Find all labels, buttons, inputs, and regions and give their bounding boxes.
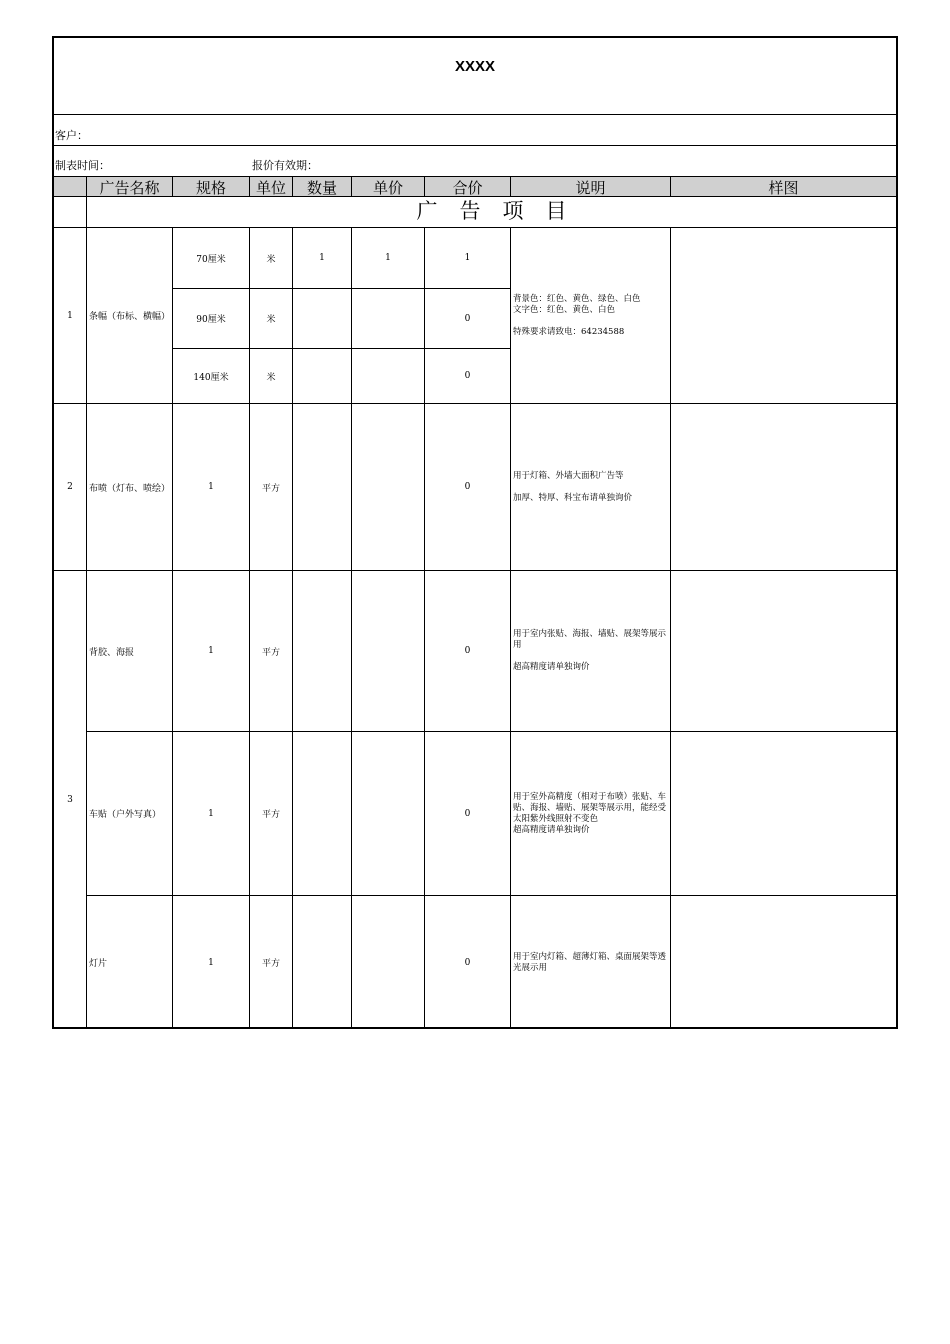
item-description: 用于灯箱、外墙大面积广告等 加厚、特厚、科宝布请单独询价 <box>513 470 633 503</box>
sample-image-cell <box>671 571 896 731</box>
item-description: 用于室外高精度（相对于布喷）张贴、车贴、海报、墙贴、展架等展示用，能经受太阳紫外线照射不变色 超高精度请单独询价 <box>513 791 667 835</box>
section-title: 广告项目 <box>416 199 589 223</box>
rule-customer-bottom <box>54 145 896 146</box>
item-qty <box>293 732 351 895</box>
item-total: 0 <box>464 371 471 381</box>
item-unit: 平方 <box>261 810 280 820</box>
sample-image-cell <box>671 732 896 895</box>
item-total: 1 <box>464 253 471 263</box>
item-qty <box>293 404 351 570</box>
item-total: 0 <box>464 808 471 819</box>
item-spec: 1 <box>208 957 214 968</box>
col-header-sample: 样图 <box>768 179 799 196</box>
quotation-sheet <box>52 36 898 1029</box>
item-qty <box>293 349 351 403</box>
col-header-qty: 数量 <box>306 179 337 196</box>
item-spec: 1 <box>208 482 214 492</box>
row-number: 1 <box>67 310 73 321</box>
item-description: 用于室内灯箱、超薄灯箱、桌面展架等透光展示用 <box>513 951 667 973</box>
item-name: 背胶、海报 <box>89 647 135 658</box>
item-qty: 1 <box>319 253 325 263</box>
item-spec: 140厘米 <box>193 372 229 383</box>
customer-label: 客户： <box>55 129 88 142</box>
item-description: 用于室内张贴、海报、墙贴、展架等展示用 超高精度请单独询价 <box>513 629 667 672</box>
item-qty <box>293 571 351 731</box>
col-header-price: 单价 <box>372 179 403 196</box>
item-name: 条幅（布标、横幅） <box>89 312 171 322</box>
col-header-unit: 单位 <box>255 179 286 196</box>
item-price <box>352 349 424 403</box>
col-header-spec: 规格 <box>195 179 226 196</box>
item-price: 1 <box>385 253 391 263</box>
rule-title-bottom <box>54 114 896 115</box>
col-header-total: 合价 <box>452 179 483 196</box>
row-number: 3 <box>67 795 73 805</box>
item-name: 车贴（户外写真） <box>89 810 162 820</box>
sample-image-cell <box>671 228 896 403</box>
item-total: 0 <box>464 646 471 656</box>
validity-label: 报价有效期： <box>252 159 318 172</box>
item-unit: 平方 <box>261 483 280 494</box>
item-unit: 平方 <box>261 959 280 969</box>
item-unit: 米 <box>266 254 276 265</box>
item-total: 0 <box>464 482 471 492</box>
item-price <box>352 289 424 348</box>
item-unit: 米 <box>266 315 276 325</box>
item-name: 灯片 <box>89 959 108 969</box>
item-price <box>352 404 424 570</box>
col-header-desc: 说明 <box>575 179 606 196</box>
date-label: 制表时间： <box>55 159 110 172</box>
item-unit: 米 <box>266 372 276 383</box>
sheet-title: XXXX <box>454 57 496 75</box>
item-price <box>352 896 424 1029</box>
item-spec: 90厘米 <box>196 315 226 325</box>
item-total: 0 <box>464 957 471 968</box>
sample-image-cell <box>671 404 896 570</box>
sample-image-cell <box>671 896 896 1029</box>
item-price <box>352 571 424 731</box>
item-qty <box>293 896 351 1029</box>
item-qty <box>293 289 351 348</box>
item-spec: 70厘米 <box>196 254 226 265</box>
col-header-name: 广告名称 <box>99 179 160 196</box>
item-spec: 1 <box>208 808 214 819</box>
item-description: 背景色：红色、黄色、绿色、白色 文字色：红色、黄色、白色 特殊要求请致电：64234588 <box>513 293 641 337</box>
item-price <box>352 732 424 895</box>
row-number: 2 <box>67 482 73 492</box>
item-spec: 1 <box>208 646 214 656</box>
item-name: 布喷（灯布、喷绘） <box>89 483 171 494</box>
item-total: 0 <box>464 313 471 324</box>
item-unit: 平方 <box>261 647 280 658</box>
